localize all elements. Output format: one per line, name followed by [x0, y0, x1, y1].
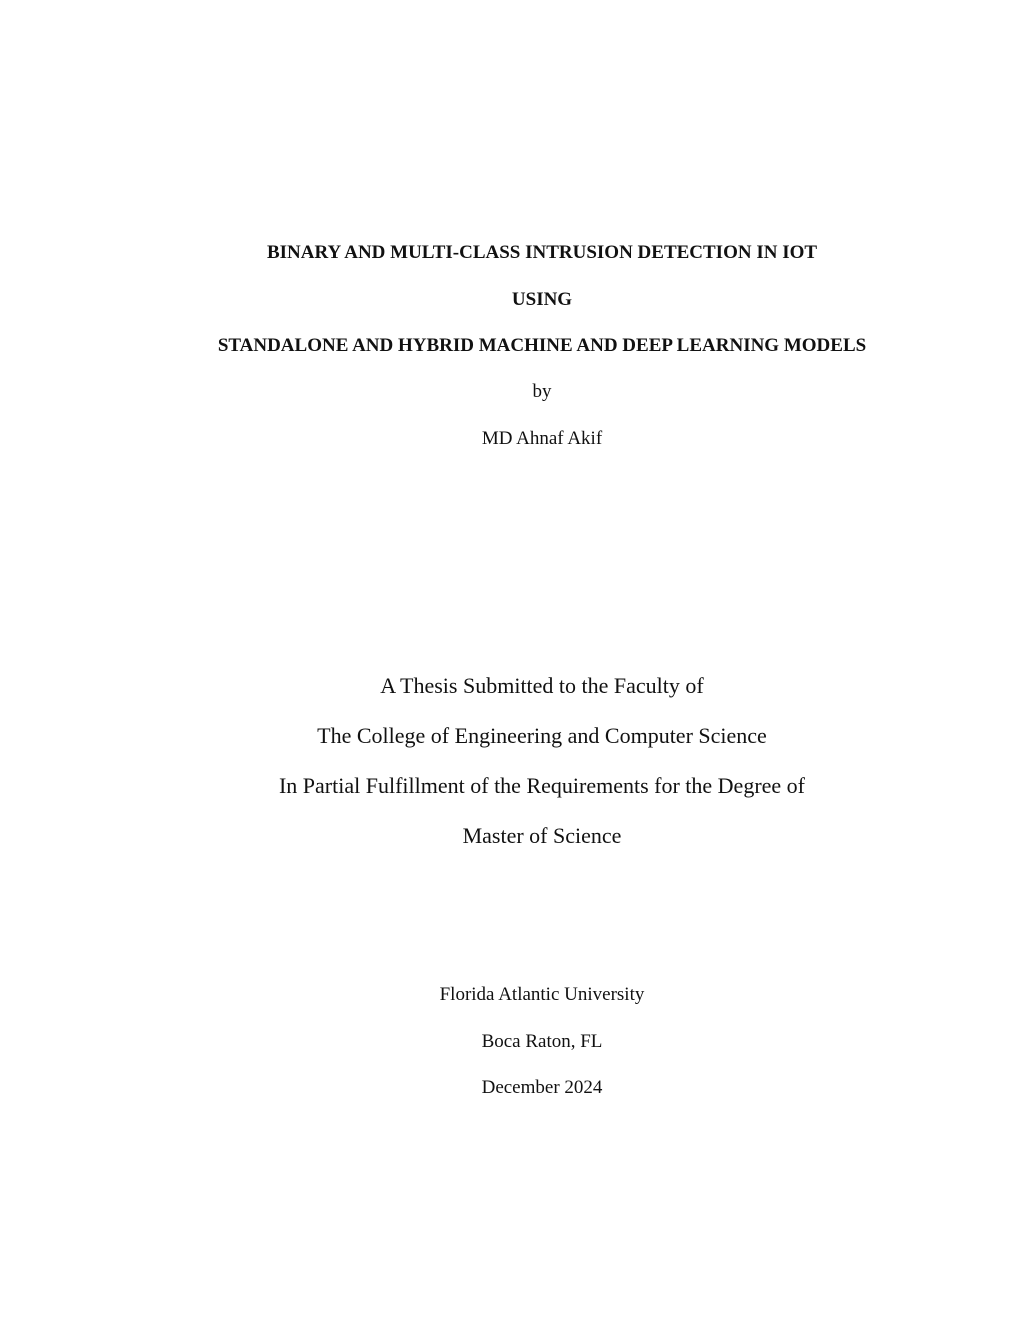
submission-line-1: A Thesis Submitted to the Faculty of — [380, 673, 704, 698]
thesis-title-line-2: USING — [511, 289, 573, 310]
submission-line-2: The College of Engineering and Computer Science — [317, 723, 767, 748]
thesis-title-line-1: BINARY AND MULTI-CLASS INTRUSION DETECTION IN IOT — [266, 242, 818, 263]
university-location: Boca Raton, FL — [481, 1031, 603, 1052]
thesis-title-line-3: STANDALONE AND HYBRID MACHINE AND DEEP LEARNING MODELS — [217, 335, 867, 356]
by-label: by — [532, 381, 552, 402]
submission-line-3: In Partial Fulfillment of the Requirements for the Degree of — [278, 773, 805, 798]
author-name: MD Ahnaf Akif — [481, 428, 603, 449]
university-name: Florida Atlantic University — [439, 984, 645, 1005]
degree-name: Master of Science — [462, 823, 622, 848]
submission-date: December 2024 — [481, 1077, 603, 1098]
